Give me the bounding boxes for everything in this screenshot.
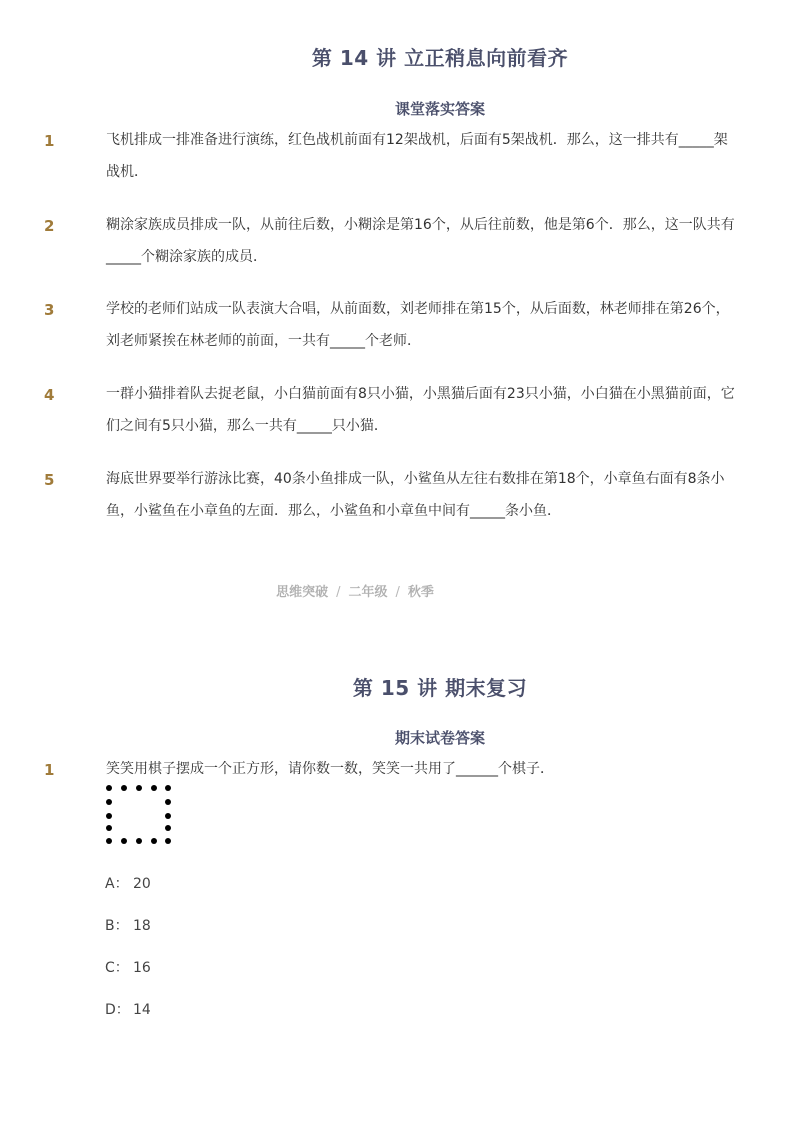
- question-text: 笑笑用棋子摆成一个正方形，请你数一数，笑笑一共用了______个棋子．: [106, 761, 554, 777]
- chess-piece-dot: [136, 838, 142, 844]
- option-letter: A：: [105, 876, 129, 892]
- question-text: 糊涂家族成员排成一队，从前往后数，小糊涂是第16个，从后往前数，他是第6个．那么，这一队共有_____个糊涂家族的成员．: [106, 217, 735, 265]
- chess-piece-dot: [165, 838, 171, 844]
- footer-crumb-grade: 二年级: [348, 585, 388, 600]
- footer-crumb-subject: 思维突破: [276, 585, 329, 600]
- lecture-14-section-title: 课堂落实答案: [394, 100, 485, 118]
- chess-piece-dot: [106, 825, 112, 831]
- chess-piece-dot: [106, 838, 112, 844]
- option-value: 14: [133, 1002, 151, 1018]
- chess-piece-dot: [165, 813, 171, 819]
- chess-piece-dot: [121, 785, 127, 791]
- chess-piece-dot: [136, 785, 142, 791]
- lecture-14-title: 第 14 讲 立正稍息向前看齐: [311, 46, 569, 70]
- question-number: 3: [44, 301, 55, 319]
- footer-separator: /: [336, 585, 341, 600]
- chess-piece-dot: [165, 785, 171, 791]
- option-letter: D：: [105, 1002, 130, 1018]
- question-text: 一群小猫排着队去捉老鼠，小白猫前面有8只小猫，小黑猫后面有23只小猫，小白猫在小黑猫前面，它们之间有5只小猫，那么一共有_____只小猫．: [106, 386, 735, 434]
- lecture-15-section-title: 期末试卷答案: [394, 729, 485, 747]
- chess-piece-dot: [106, 799, 112, 805]
- option-value: 16: [133, 960, 151, 976]
- option-letter: C：: [105, 960, 129, 976]
- footer-crumb-season: 秋季: [407, 585, 434, 600]
- question-number: 4: [44, 386, 55, 404]
- option-d: [105, 999, 151, 1019]
- question-text: 飞机排成一排准备进行演练，红色战机前面有12架战机，后面有5架战机．那么，这一排共有_____架战机．: [106, 132, 728, 180]
- question-number: 2: [44, 217, 55, 235]
- option-value: 20: [133, 876, 151, 892]
- chess-piece-dot: [106, 785, 112, 791]
- question-text: 海底世界要举行游泳比赛，40条小鱼排成一队，小鲨鱼从左往右数排在第18个，小章鱼右面有8条小鱼，小鲨鱼在小章鱼的左面．那么，小鲨鱼和小章鱼中间有_____条小鱼．: [106, 471, 725, 519]
- lecture-15-title: 第 15 讲 期末复习: [352, 676, 528, 700]
- chess-piece-dot: [165, 799, 171, 805]
- option-a: [105, 873, 151, 893]
- option-value: 18: [133, 918, 151, 934]
- footer-separator: /: [395, 585, 400, 600]
- footer-breadcrumb: [0, 581, 710, 600]
- chess-piece-dot: [106, 813, 112, 819]
- chess-piece-dot: [151, 785, 157, 791]
- chess-piece-dot: [121, 838, 127, 844]
- option-letter: B：: [105, 918, 129, 934]
- chess-piece-dot: [165, 825, 171, 831]
- chess-piece-dot: [151, 838, 157, 844]
- option-b: [105, 915, 151, 935]
- chess-piece-square-figure: [100, 780, 180, 850]
- option-c: [105, 957, 151, 977]
- question-number: 1: [44, 132, 55, 150]
- question-number: 1: [44, 761, 55, 779]
- question-text: 学校的老师们站成一队表演大合唱，从前面数，刘老师排在第15个，从后面数，林老师排在第26个，刘老师紧挨在林老师的前面，一共有_____个老师．: [106, 301, 730, 349]
- question-number: 5: [44, 471, 55, 489]
